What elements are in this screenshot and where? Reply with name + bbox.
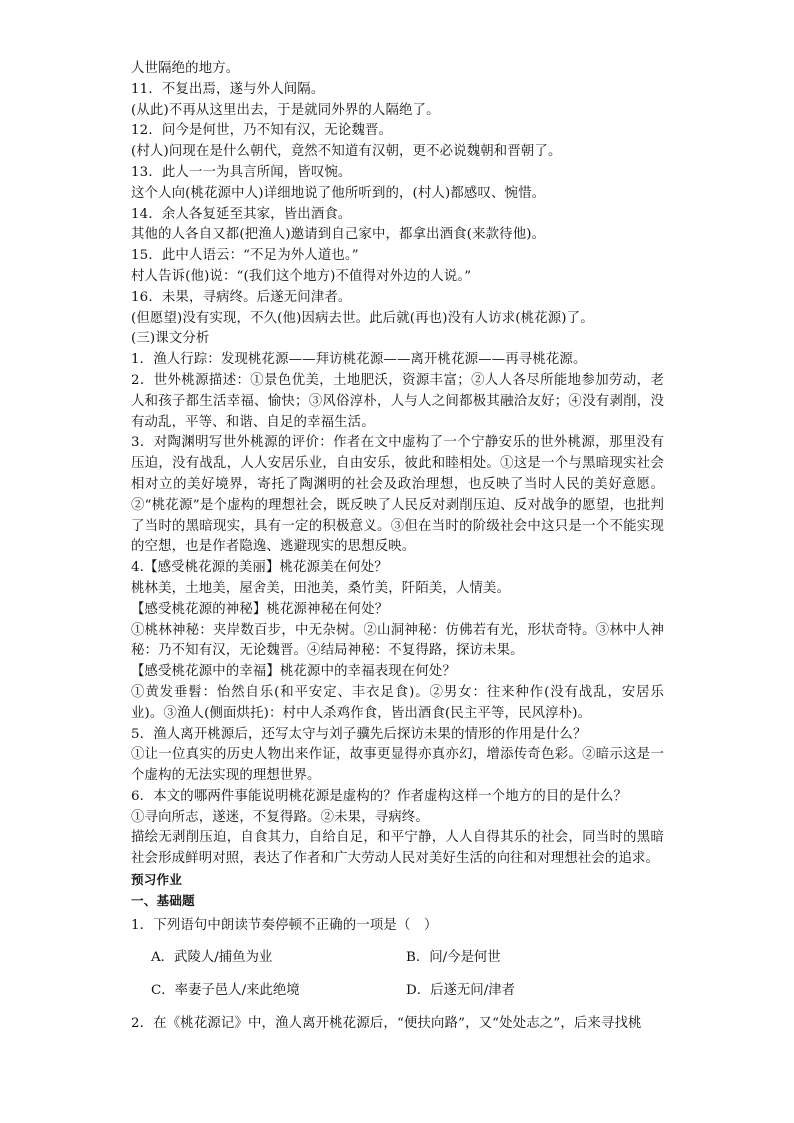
answer-4-mystery: ①桃林神秘：夹岸数百步，中无杂树。②山洞神秘：仿佛若有光，形状奇特。③林中人神秘：乃不知有汉，无论魏晋。④结局神秘：不复得路，探访未果。	[131, 622, 664, 659]
option-d[interactable]: D．后遂无问/津者	[406, 983, 515, 999]
question-5: 5．渔人离开桃源后，还写太守与刘子骥先后探访未果的情形的作用是什么？	[131, 726, 587, 742]
question-6: 6．本文的哪两件事能说明桃花源是虚构的？作者虚构这样一个地方的目的是什么？	[131, 788, 628, 804]
option-b[interactable]: B．问/今是何世	[406, 950, 501, 966]
paragraph-3: 3．对陶渊明写世外桃源的评价：作者在文中虚构了一个宁静安乐的世外桃源，那里没有压迫，没有战乱，人人安居乐业，自由安乐，彼此和睦相处。①这是一个与黑暗现实社会相对立的美好境界，寄托了陶渊明的社会及政治理想，也反映了当时人民的美好意愿。②“桃花源”是个虚构的理想社会，既反映了人民反对剥削压迫、反对战争的愿望，也批判了当时的黑暗现实，具有一定的积极意义。③但在当时的阶级社会中这只是一个不能实现的空想，也是作者隐逸、逃避现实的思想反映。	[131, 435, 664, 555]
text-line: 村人告诉(他)说：“(我们这个地方)不值得对外边的人说。”	[131, 268, 472, 284]
answer-4-happiness: ①黄发垂髫：怡然自乐(和平安定、丰衣足食)。②男女：往来种作(没有战乱，安居乐业)。③渔人(侧面烘托)：村中人杀鸡作食，皆出酒食(民主平等，民风淳朴)。	[131, 684, 664, 721]
question-4-happiness: 【感受桃花源中的幸福】桃花源中的幸福表现在何处？	[131, 664, 456, 680]
answer-5: ①让一位真实的历史人物出来作证，故事更显得亦真亦幻，增添传奇色彩。②暗示这是一个虚构的无法实现的理想世界。	[131, 747, 664, 784]
text-line: 16．未果，寻病终。后遂无问津者。	[131, 289, 352, 305]
q1-options-row-1	[131, 948, 664, 969]
text-line: 14．余人各复延至其家，皆出酒食。	[131, 206, 352, 222]
option-c[interactable]: C．率妻子邑人/来此绝境	[151, 983, 300, 999]
question-4-mystery: 【感受桃花源的神秘】桃花源神秘在何处？	[131, 601, 389, 617]
question-1: 1．下列语句中朗读节奏停顿不正确的一项是（ ）	[131, 917, 438, 933]
question-2: 2．在《桃花源记》中，渔人离开桃花源后，“便扶向路”，又“处处志之”，后来寻找桃	[131, 1016, 642, 1032]
section-heading: (三)课文分析	[131, 331, 210, 347]
text-line: 15．此中人语云：“不足为外人道也。”	[131, 248, 359, 264]
homework-title: 预习作业	[131, 872, 182, 888]
q1-options-row-2	[131, 981, 664, 1002]
text-line: (但愿望)没有实现，不久(他)因病去世。此后就(再也)没有人访求(桃花源)了。	[131, 310, 594, 326]
option-a[interactable]: A．武陵人/捕鱼为业	[151, 950, 273, 966]
text-line: 13．此人一一为具言所闻，皆叹惋。	[131, 164, 352, 180]
text-line: 其他的人各自又都(把渔人)邀请到自己家中，都拿出酒食(来款待他)。	[131, 227, 546, 243]
answer-4: 桃林美，土地美，屋舍美，田池美，桑竹美，阡陌美，人情美。	[131, 580, 511, 596]
text-line: (村人)问现在是什么朝代，竟然不知道有汉朝，更不必说魏朝和晋朝了。	[131, 144, 562, 160]
basic-section-title: 一、基础题	[131, 892, 195, 908]
text-line: 12．问今是何世，乃不知有汉，无论魏晋。	[131, 123, 393, 139]
text-line: (从此)不再从这里出去，于是就同外界的人隔绝了。	[131, 102, 440, 118]
document-content	[131, 59, 664, 1035]
paragraph-2: 2．世外桃源描述：①景色优美，土地肥沃，资源丰富；②人人各尽所能地参加劳动，老人和孩子都生活幸福、愉快；③风俗淳朴，人与人之间都极其融洽友好；④没有剥削，没有动乱，平等、和谐、自足的幸福生活。	[131, 372, 664, 430]
answer-6b: 描绘无剥削压迫，自食其力，自给自足，和平宁静，人人自得其乐的社会，同当时的黑暗社会形成鲜明对照，表达了作者和广大劳动人民对美好生活的向往和对理想社会的追求。	[131, 830, 664, 867]
question-4: 4.【感受桃花源的美丽】桃花源美在何处？	[131, 560, 388, 576]
answer-6a: ①寻向所志，遂迷，不复得路。②未果，寻病终。	[131, 809, 429, 825]
text-line: 人世隔绝的地方。	[131, 61, 240, 76]
text-line: 1．渔人行踪：发现桃花源——拜访桃花源——离开桃花源——再寻桃花源。	[131, 352, 587, 368]
text-line: 11．不复出焉，遂与外人间隔。	[131, 81, 325, 97]
text-line: 这个人向(桃花源中人)详细地说了他所听到的，(村人)都感叹、惋惜。	[131, 185, 546, 201]
